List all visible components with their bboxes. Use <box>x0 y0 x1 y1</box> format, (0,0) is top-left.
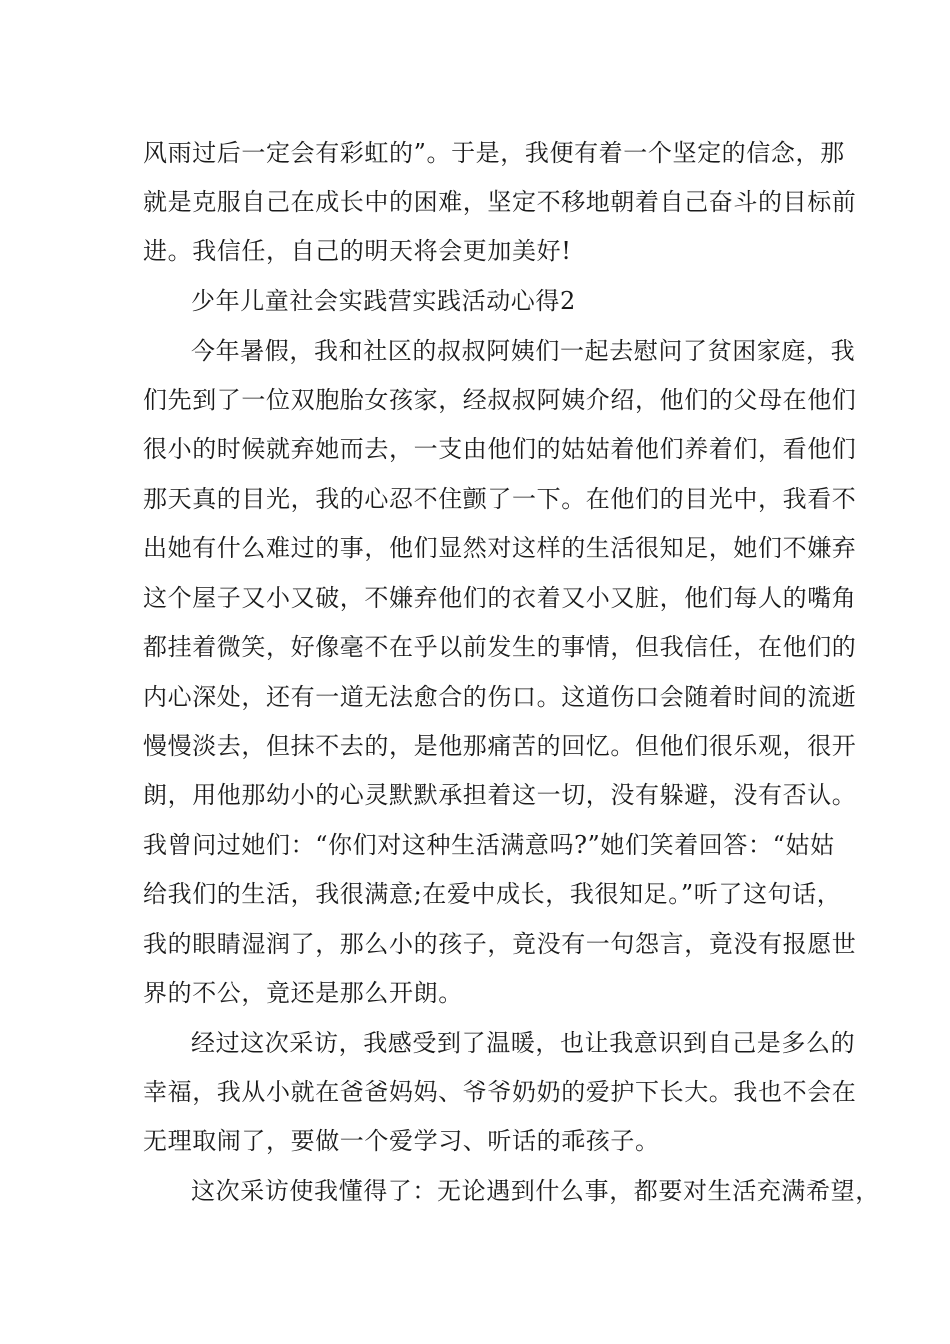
text-line: 经过这次采访，我感受到了温暖，也让我意识到自己是多么的 <box>191 1029 856 1057</box>
text-line: 我的眼睛湿润了，那么小的孩子，竟没有一句怨言，竟没有报愿世 <box>143 930 857 958</box>
text-line: 就是克服自己在成长中的困难，坚定不移地朝着自己奋斗的目标前 <box>143 188 857 216</box>
text-line: 给我们的生活，我很满意;在爱中成长，我很知足。”听了这句话， <box>143 880 842 908</box>
section-title: 少年儿童社会实践营实践活动心得2 <box>191 287 576 315</box>
text-line: 进。我信任，自己的明天将会更加美好! <box>143 237 572 265</box>
text-line: 我曾问过她们：“你们对这种生活满意吗?”她们笑着回答：“姑姑 <box>143 831 835 859</box>
text-line: 那天真的目光，我的心忍不住颤了一下。在他们的目光中，我看不 <box>143 485 857 513</box>
text-line: 界的不公，竟还是那么开朗。 <box>143 979 463 1007</box>
text-line: 这次采访使我懂得了：无论遇到什么事，都要对生活充满希望， <box>191 1177 880 1205</box>
text-line: 内心深处，还有一道无法愈合的伤口。这道伤口会随着时间的流逝 <box>143 683 857 711</box>
text-line: 朗，用他那幼小的心灵默默承担着这一切，没有躲避，没有否认。 <box>143 781 857 809</box>
text-line: 无理取闹了，要做一个爱学习、听话的乖孩子。 <box>143 1127 660 1155</box>
text-line: 很小的时候就弃她而去，一支由他们的姑姑着他们养着们，看他们 <box>143 435 857 463</box>
text-line: 这个屋子又小又破，不嫌弃他们的衣着又小又脏，他们每人的嘴角 <box>143 584 857 612</box>
text-line: 慢慢淡去，但抹不去的，是他那痛苦的回忆。但他们很乐观，很开 <box>143 732 857 760</box>
text-line: 都挂着微笑，好像毫不在乎以前发生的事情，但我信任，在他们的 <box>143 633 857 661</box>
text-line: 出她有什么难过的事，他们显然对这样的生活很知足，她们不嫌弃 <box>143 534 857 562</box>
text-line: 今年暑假，我和社区的叔叔阿姨们一起去慰问了贫困家庭，我 <box>191 337 856 365</box>
text-line: 们先到了一位双胞胎女孩家，经叔叔阿姨介绍，他们的父母在他们 <box>143 386 857 414</box>
text-line: 风雨过后一定会有彩虹的”。于是，我便有着一个坚定的信念，那 <box>143 139 845 167</box>
text-line: 幸福，我从小就在爸爸妈妈、爷爷奶奶的爱护下长大。我也不会在 <box>143 1078 857 1106</box>
